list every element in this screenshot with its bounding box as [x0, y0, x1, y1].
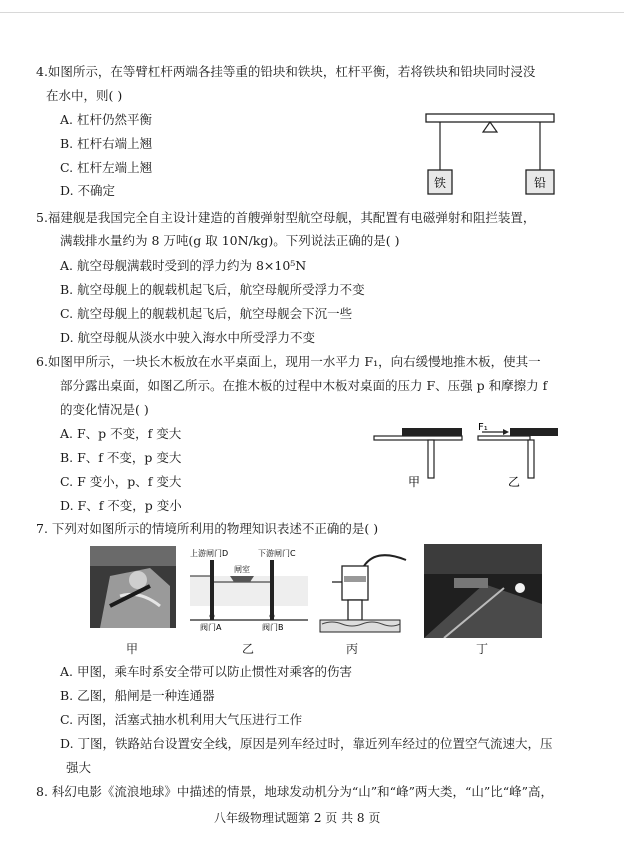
q4-iron-label: 铁	[433, 176, 447, 190]
q4-option-a: A. 杠杆仍然平衡	[60, 112, 152, 127]
q7-lower-gate-label: 下游闸门C	[258, 549, 296, 558]
q5-option-b: B. 航空母舰上的舰载机起飞后，航空母舰所受浮力不变	[60, 282, 365, 297]
q4-stem-line2: 在水中，则( )	[46, 88, 123, 103]
q6-caption-yi: 乙	[508, 475, 521, 489]
q7-ship-lock-diagram	[190, 546, 308, 634]
q6-force-label: F₁	[478, 422, 488, 433]
q4-option-c: C. 杠杆左端上翘	[60, 160, 153, 175]
q7-photo-railway	[424, 544, 542, 638]
q6-option-b: B. F、f 不变，p 变大	[60, 450, 182, 465]
q7-option-d-line2: 强大	[66, 760, 92, 775]
q7-valve-a-label: 阀门A	[200, 623, 222, 632]
q7-option-a: A. 甲图，乘车时系安全带可以防止惯性对乘客的伤害	[60, 664, 352, 679]
q7-piston-pump-diagram	[316, 546, 416, 634]
q5-option-d: D. 航空母舰从淡水中驶入海水中所受浮力不变	[60, 330, 316, 345]
q6-board-figure	[370, 420, 560, 492]
q7-option-d-line1: D. 丁图，铁路站台设置安全线，原因是列车经过时，靠近列车经过的位置空气流速大，压	[60, 736, 553, 751]
q8-stem: 8. 科幻电影《流浪地球》中描述的情景，地球发动机分为“山”和“峰”两大类，“山”比“峰”高，	[36, 784, 554, 799]
q6-option-a: A. F、p 不变，f 变大	[60, 426, 182, 441]
q7-caption-ding: 丁	[476, 642, 489, 656]
q6-option-d: D. F、f 不变，p 变小	[60, 498, 182, 513]
q7-lock-label: 闸室	[234, 565, 250, 574]
q6-stem-line3: 的变化情况是( )	[60, 402, 149, 417]
q4-option-b: B. 杠杆右端上翘	[60, 136, 153, 151]
page-footer: 八年级物理试题第 2 页 共 8 页	[214, 811, 381, 825]
q5-option-a: A. 航空母舰满载时受到的浮力约为 8×10⁵N	[60, 258, 307, 273]
q4-lever-figure	[420, 112, 560, 198]
q7-stem: 7. 下列对如图所示的情境所利用的物理知识表述不正确的是( )	[36, 521, 379, 536]
q7-option-c: C. 丙图，活塞式抽水机利用大气压进行工作	[60, 712, 303, 727]
q4-lead-label: 铅	[533, 176, 547, 190]
top-rule	[0, 12, 624, 13]
q6-caption-jia: 甲	[408, 475, 421, 489]
q5-stem-line2: 满载排水量约为 8 万吨(g 取 10N/kg)。下列说法正确的是( )	[60, 233, 400, 248]
q6-stem-line2: 部分露出桌面，如图乙所示。在推木板的过程中木板对桌面的压力 F、压强 p 和摩擦力 f	[60, 378, 548, 393]
q7-caption-bing: 丙	[346, 642, 359, 656]
q7-caption-jia: 甲	[126, 642, 139, 656]
q4-option-d: D. 不确定	[60, 183, 116, 198]
q7-photo-seatbelt	[90, 546, 176, 628]
q7-caption-yi: 乙	[242, 642, 255, 656]
q7-upper-gate-label: 上游闸门D	[190, 549, 229, 558]
q7-valve-b-label: 阀门B	[262, 623, 284, 632]
q5-option-c: C. 航空母舰上的舰载机起飞后，航空母舰会下沉一些	[60, 306, 353, 321]
q7-option-b: B. 乙图，船闸是一种连通器	[60, 688, 215, 703]
q6-option-c: C. F 变小，p、f 变大	[60, 474, 182, 489]
q5-stem-line1: 5.福建舰是我国完全自主设计建造的首艘弹射型航空母舰，其配置有电磁弹射和阻拦装置，	[36, 210, 536, 225]
q6-stem-line1: 6.如图甲所示，一块长木板放在水平桌面上，现用一水平力 F₁，向右缓慢地推木板，使其一	[36, 354, 541, 369]
q4-stem-line1: 4.如图所示，在等臂杠杆两端各挂等重的铅块和铁块，杠杆平衡，若将铁块和铅块同时浸没	[36, 64, 536, 79]
